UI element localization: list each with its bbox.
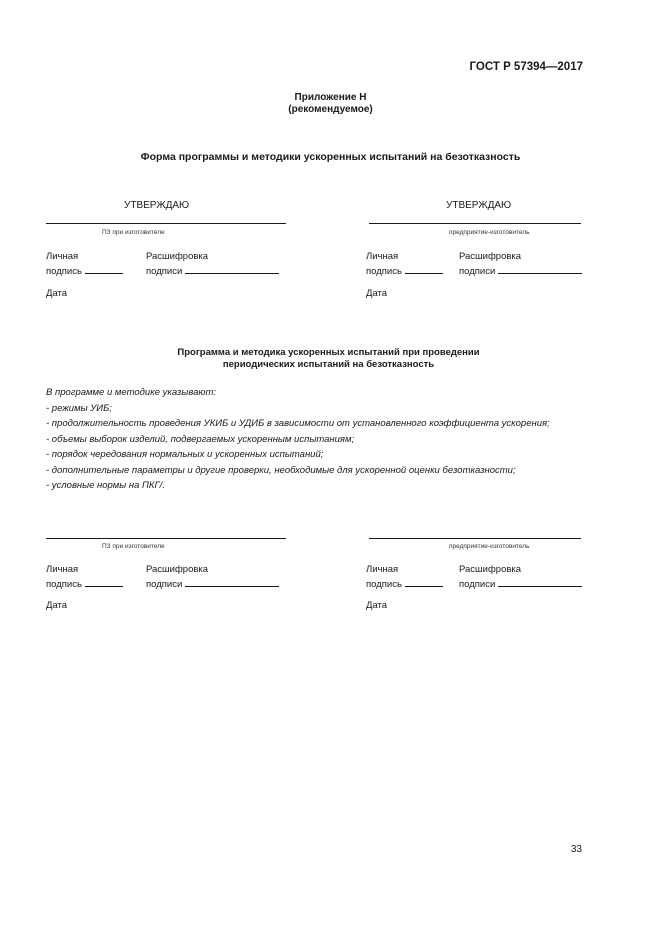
- program-title-line-2: периодических испытаний на безотказность: [222, 359, 435, 370]
- signature-line-left: [46, 223, 286, 224]
- bottom-sig-label-left: Личная: [46, 564, 79, 575]
- form-title: Форма программы и методики ускоренных испытаний на безотказность: [140, 151, 521, 163]
- sig-label2-right: подпись: [366, 263, 443, 277]
- caption-right: предприятие-изготовитель: [449, 229, 530, 236]
- program-intro: В программе и методике указывают:: [46, 387, 217, 398]
- appendix-title: Приложение Н: [294, 92, 367, 103]
- sig-label2-left: подпись: [46, 263, 123, 277]
- bottom-decode-label2-left: подписи: [146, 576, 279, 590]
- list-item: - режимы УИБ;: [46, 403, 112, 414]
- decode-label2-left: подписи: [146, 263, 279, 277]
- date-label-right: Дата: [366, 288, 388, 299]
- decode-label2-right: подписи: [459, 263, 582, 277]
- bottom-decode-label2-right: подписи: [459, 576, 582, 590]
- decode-field-right[interactable]: [498, 263, 582, 274]
- approve-heading-left: УТВЕРЖДАЮ: [124, 200, 190, 211]
- decode-field-left[interactable]: [185, 263, 279, 274]
- list-item: - продолжительность проведения УКИБ и УДИБ в зависимости от установленного коэффициента ускорения;: [46, 418, 550, 429]
- list-item: - дополнительные параметры и другие проверки, необходимые для ускоренной оценки безотказности;: [46, 465, 516, 476]
- sig-label-right: Личная: [366, 251, 399, 262]
- page-number: 33: [570, 844, 582, 855]
- program-title-line-1: Программа и методика ускоренных испытаний при проведении: [177, 347, 480, 358]
- bottom-sig-field-left[interactable]: [85, 576, 123, 587]
- bottom-sig-label2-right: подпись: [366, 576, 443, 590]
- sig-field-right[interactable]: [405, 263, 443, 274]
- bottom-caption-left: ПЗ при изготовителе: [102, 543, 165, 550]
- bottom-decode-field-right[interactable]: [498, 576, 582, 587]
- bottom-signature-line-left: [46, 538, 286, 539]
- list-item: - объемы выборок изделий, подвергаемых ускоренным испытаниям;: [46, 434, 355, 445]
- standard-code: ГОСТ Р 57394—2017: [469, 61, 583, 73]
- bottom-sig-label-right: Личная: [366, 564, 399, 575]
- appendix-subtitle: (рекомендуемое): [288, 104, 373, 115]
- bottom-decode-label-right: Расшифровка: [459, 564, 522, 575]
- approve-heading-right: УТВЕРЖДАЮ: [446, 200, 512, 211]
- sig-label-left: Личная: [46, 251, 79, 262]
- bottom-date-label-left: Дата: [46, 600, 68, 611]
- list-item: - условные нормы на ПКГ/.: [46, 480, 165, 491]
- bottom-decode-label-left: Расшифровка: [146, 564, 209, 575]
- bottom-sig-label2-left: подпись: [46, 576, 123, 590]
- bottom-decode-field-left[interactable]: [185, 576, 279, 587]
- decode-label-right: Расшифровка: [459, 251, 522, 262]
- caption-left: ПЗ при изготовителе: [102, 229, 165, 236]
- bottom-caption-right: предприятие-изготовитель: [449, 543, 530, 550]
- bottom-date-label-right: Дата: [366, 600, 388, 611]
- list-item: - порядок чередования нормальных и ускоренных испытаний;: [46, 449, 324, 460]
- sig-field-left[interactable]: [85, 263, 123, 274]
- date-label-left: Дата: [46, 288, 68, 299]
- bottom-signature-line-right: [369, 538, 581, 539]
- signature-line-right: [369, 223, 581, 224]
- decode-label-left: Расшифровка: [146, 251, 209, 262]
- bottom-sig-field-right[interactable]: [405, 576, 443, 587]
